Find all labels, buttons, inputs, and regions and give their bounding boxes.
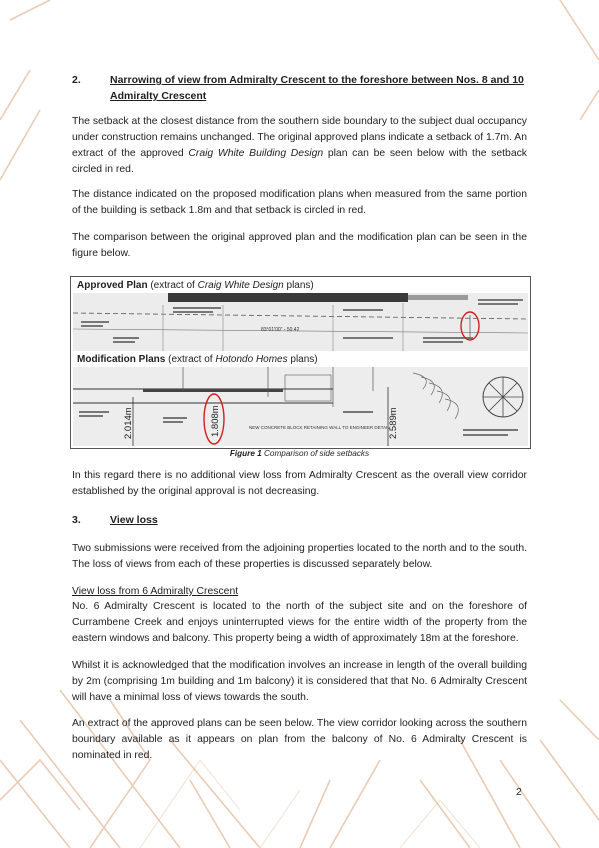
- paragraph-text: The setback at the closest distance from the southern side boundary to the subject dual occupancy under construction remains unchanged. The original approved plans indicate a setback of 1.7m. An extract of the approved: [72, 116, 527, 159]
- label-text: (extract of: [147, 280, 198, 291]
- label-text: (extract of: [165, 354, 216, 365]
- bearing-label: 83°01'00" - 50.42: [261, 327, 300, 333]
- section-3-paragraph-2: No. 6 Admiralty Crescent is located to the north of the subject site and on the foreshore of Currambene Creek and enjoys uninterrupted views for the entire width of the property from the eastern windows and balcony. This property being a width of approximately 18m at the foreshore.: [72, 601, 527, 644]
- setback-dimension-circled: 1.808m: [210, 405, 221, 437]
- after-figure-paragraph: In this regard there is no additional view loss from Admiralty Crescent as the overall view corridor established by the original approval is not decreasing.: [72, 470, 527, 497]
- caption-figure-number: Figure 1: [229, 449, 262, 458]
- section-2-title: Narrowing of view from Admiralty Crescent to the foreshore between Nos. 8 and 10 Admiralty Crescent: [110, 74, 524, 102]
- modification-plan-drawing: [73, 367, 528, 446]
- section-3-number: 3.: [72, 514, 81, 526]
- view-loss-6-admiralty-subheading: View loss from 6 Admiralty Crescent: [72, 586, 239, 597]
- approved-plan-bold: Approved Plan: [77, 280, 148, 291]
- setback-dimension-left: 2.014m: [123, 407, 134, 439]
- section-2-paragraph-2: The distance indicated on the proposed modification plans when measured from the same portion of the building is setback 1.8m and that setback is circled in red.: [72, 189, 527, 216]
- modification-plans-label: [77, 353, 318, 366]
- section-3-paragraph-3: Whilst it is acknowledged that the modification involves an increase in length of the overall building by 2m (comprising 1m building and 1m balcony) it is considered that that No. 6 Admiralty Crescent will have a minimal loss of views towards the south.: [72, 660, 527, 703]
- label-italic: Craig White Design: [197, 280, 284, 291]
- section-3-title: View loss: [110, 514, 158, 526]
- label-italic: Hotondo Homes: [215, 354, 288, 365]
- setback-dimension-right: 2.589m: [388, 407, 399, 439]
- approved-plan-drawing: [73, 293, 528, 351]
- section-3-paragraph-4: An extract of the approved plans can be seen below. The view corridor looking across the southern boundary available as it appears on plan from the balcony of No. 6 Admiralty Crescent is nominated in red.: [72, 718, 527, 761]
- section-3-paragraph-1: Two submissions were received from the adjoining properties located to the north and to the south. The loss of views from each of these properties is discussed separately below.: [72, 543, 527, 570]
- comparison-figure: [70, 276, 531, 449]
- section-2-paragraph-1: [72, 114, 527, 178]
- page-number: 2: [516, 786, 522, 798]
- paragraph-text: plan can be seen below with the setback circled in red.: [72, 148, 527, 175]
- label-text: plans): [283, 280, 314, 291]
- figure-caption: [0, 449, 599, 458]
- approved-plan-label: [77, 279, 314, 292]
- caption-text: Comparison of side setbacks: [261, 449, 370, 458]
- retaining-wall-note: NEW CONCRETE BLOCK RETAINING WALL TO ENGINEER DETAIL: [249, 425, 390, 430]
- label-text: plans): [287, 354, 318, 365]
- section-2-number: 2.: [72, 74, 81, 86]
- section-2-paragraph-3: The comparison between the original approved plan and the modification plan can be seen in the figure below.: [72, 232, 527, 259]
- plan-author-italic: Craig White Building Design: [188, 148, 324, 159]
- modification-plans-bold: Modification Plans: [77, 354, 166, 365]
